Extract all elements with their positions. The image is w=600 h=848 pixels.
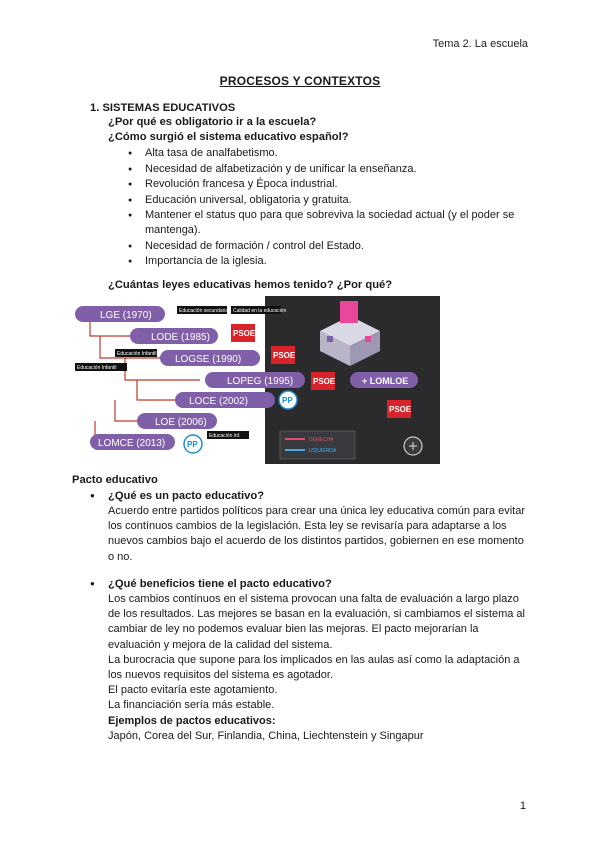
note-2: Calidad en la educación — [233, 308, 287, 314]
svg-text:PSOE: PSOE — [313, 377, 336, 386]
list-item: ● Necesidad de formación / control del Estado. — [128, 239, 528, 254]
svg-text:PP: PP — [187, 440, 198, 449]
svg-text:PSOE: PSOE — [273, 351, 296, 360]
svg-text:PSOE: PSOE — [233, 329, 256, 338]
lomloe-label: + LOMLOE — [362, 376, 409, 386]
bullet-icon: ● — [90, 579, 95, 588]
examples-list: Japón, Corea del Sur, Finlandia, China, Liechtenstein y Singapur — [108, 729, 424, 742]
svg-text:PSOE: PSOE — [389, 405, 412, 414]
list-item: ● Alta tasa de analfabetismo. — [128, 146, 528, 161]
education-laws-diagram — [65, 296, 440, 464]
legend-left: IZQUIERDA — [309, 448, 337, 454]
legend-box — [280, 431, 355, 459]
list-item: ● Importancia de la iglesia. — [128, 254, 528, 269]
law-label-loe: LOE (2006) — [155, 417, 207, 428]
list-item: ● Revolución francesa y Época industrial. — [128, 177, 528, 192]
section-heading: 1. SISTEMAS EDUCATIVOS — [90, 102, 236, 114]
origin-bullet-list — [128, 146, 528, 270]
page-number: 1 — [519, 800, 526, 812]
note-1: Educación secundaria — [179, 308, 229, 314]
question-origen: ¿Cómo surgió el sistema educativo español? — [108, 131, 349, 143]
note-4: Educación Infantil — [77, 365, 117, 371]
pacto-answer-1: Acuerdo entre partidos políticos para crear una única ley educativa común para evitar los contínuos cambios de la legislación. Esta ley se revisaría para adaptarse a los nuevos cambios bajo el acuerdo de los distintos partidos, gobiernen en ese momento o no. — [108, 505, 526, 563]
bullet-icon: ● — [90, 491, 95, 500]
page-title: PROCESOS Y CONTEXTOS — [219, 74, 381, 88]
law-label-lge: LGE (1970) — [100, 310, 152, 321]
law-label-lomce: LOMCE (2013) — [98, 438, 166, 449]
note-5: Educación inf. — [209, 433, 241, 439]
pacto-heading: Pacto educativo — [72, 474, 158, 486]
law-label-lode: LODE (1985) — [151, 332, 210, 343]
header-topic: Tema 2. La escuela — [432, 38, 528, 50]
law-label-logse: LOGSE (1990) — [175, 354, 242, 365]
list-item: ● Educación universal, obligatoria y gratuita. — [128, 193, 528, 208]
svg-text:PP: PP — [282, 396, 293, 405]
question-obligatorio: ¿Por qué es obligatorio ir a la escuela? — [108, 116, 317, 128]
legend-right: DERECHA — [309, 437, 334, 443]
note-3: Educación Infantil — [117, 351, 157, 357]
law-label-lopeg: LOPEG (1995) — [227, 376, 294, 387]
question-leyes: ¿Cuántas leyes educativas hemos tenido? ¿Por qué? — [108, 279, 393, 291]
law-label-loce: LOCE (2002) — [189, 396, 248, 407]
list-item: ● Necesidad de alfabetización y de unificar la enseñanza. — [128, 162, 528, 177]
pacto-answer-2: Los cambios contínuos en el sistema provocan una falta de evaluación a largo plazo de los resultados. Las mejores se basan en la evaluación, si cambiamos el sistema al cambiar de ley no podemos evaluar bien las mejoras. El pacto mejorarían la evaluación y mejora de la calidad del sistema. La burocracia que supone para los implicados en las aulas así como la adaptación a los nuevos requisitos del sistema es agotador. El pacto evitaría este agotamiento. La financiación sería más estable. Ejemplos de pactos educativos: Japón, Corea del Sur, Finlandia, China, Liechtenstein y Singapur — [108, 592, 528, 744]
pacto-question-1: ● ¿Qué es un pacto educativo? — [90, 490, 265, 502]
list-item: ● Mantener el status quo para que sobreviva la sociedad actual (y el poder se mantenga). — [128, 208, 528, 238]
examples-heading: Ejemplos de pactos educativos: — [108, 714, 276, 727]
pacto-question-2: ● ¿Qué beneficios tiene el pacto educativo? — [90, 578, 332, 590]
